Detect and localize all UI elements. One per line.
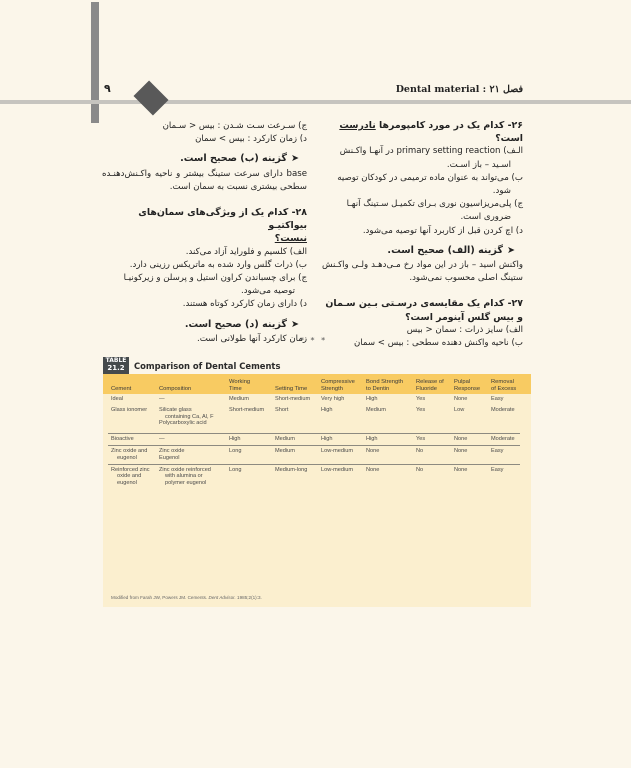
col-composition: Composition [159, 385, 192, 392]
cell-compressive: Very high [321, 396, 345, 402]
option-line: ضروری است. [460, 212, 511, 223]
right-column [322, 117, 523, 350]
col-cement: Cement [111, 385, 132, 392]
q27-explanation: base دارای سرعت ستینگ بیشتر و ناحیه واکـنش‌دهنـده سطحی بیشتری نسبت به سمان است. [102, 168, 307, 192]
page-number: ۹ [104, 82, 111, 95]
col-pulpal-response: Pulpal Response [454, 378, 481, 392]
source-text: Modified from Farah JW, Powers JM. Cements. [111, 595, 209, 600]
q26-explanation: واکنش اسید – باز در این مواد رخ مـی‌دهـد ولـی واکـنش ستینگ اصلی محسوب نمی‌شود. [322, 260, 523, 284]
question-text: ۲۸- کدام یک از ویژگی‌های سمان‌های بیواکتیـو [138, 207, 307, 232]
cell-cement: Glass ionomer [111, 406, 148, 413]
option-line: اسـید – باز اسـت. [446, 159, 511, 170]
section-separator: * * * [300, 336, 328, 345]
cell-fluoride: No [413, 464, 451, 489]
cell-cement: Reinforced zinc oxide and eugenol [108, 464, 156, 489]
table-row [108, 405, 520, 434]
cell-working-time: Long [226, 464, 272, 489]
table-row [108, 434, 520, 446]
cell-setting-time: Medium [272, 445, 318, 464]
cell-setting-time: Short-medium [275, 396, 311, 402]
option-line: الـف) primary setting reaction در آنهـا واکـنش [339, 146, 523, 157]
question-text-end: است؟ [495, 133, 523, 145]
cell-fluoride: No [413, 445, 451, 464]
q26-option-b [322, 172, 523, 198]
table-badge-number: 21.2 [107, 363, 125, 372]
q27-option-c: ج) سـرعت سـت شـدن : بیس < سـمان [162, 121, 307, 131]
col-compressive-strength: Compressive Strength [321, 378, 355, 392]
q28-explanation: زمان کارکرد آنها طولانی است. [197, 333, 307, 344]
source-text: 1985;2(1):3. [235, 595, 262, 600]
cell-composition: Zinc oxide Eugenol [156, 445, 226, 464]
q26-answer [322, 244, 515, 257]
cell-compressive: High [321, 406, 333, 413]
cell-removal: Easy [488, 445, 520, 464]
arrow-icon: ➤ [290, 153, 299, 165]
diamond-ornament-icon [133, 80, 168, 115]
table-header-row [108, 375, 520, 394]
q26-option-c [322, 198, 523, 224]
cell-cement: Zinc oxide and eugenol [108, 445, 156, 464]
table-source-note [111, 595, 262, 600]
option-line: ب) می‌تواند به عنوان ماده ترمیمی در کودکان توصیه [337, 172, 523, 183]
answer-text: گزینه (د) صحیح است. [184, 318, 287, 330]
option-line: شود. [492, 186, 511, 197]
table-title: Comparison of Dental Cements [134, 361, 281, 371]
table-row [108, 464, 520, 489]
cell-removal: Moderate [491, 406, 515, 413]
col-removal: Removal of Excess [491, 378, 517, 392]
cell-fluoride: Yes [413, 434, 451, 446]
q28-option-c [102, 272, 307, 298]
cell-working-time: Medium [229, 396, 249, 402]
q27-option-d: د) زمان کارکرد : بیس > سمان [195, 134, 307, 145]
cell-compressive: High [318, 434, 363, 446]
q26-option-a [322, 145, 523, 171]
question-27: ۲۷- کدام یک مقایسه‌ی درسـتی بـین سـمان و بیس گلس آینومر است؟ [325, 298, 523, 323]
cements-table [108, 375, 520, 489]
q26-option-d [322, 225, 523, 238]
option-line: ج) برای چسباندن کراون استیل و پرسلن و زیرکونیـا [123, 273, 307, 284]
table-row [108, 445, 520, 464]
table-badge [103, 357, 129, 374]
table-row [108, 394, 520, 405]
q28-option-a [102, 246, 307, 259]
question-28 [102, 206, 307, 246]
option-line: ب) ذرات گلس وارد شده به ماتریکس رزینی دارد. [129, 259, 307, 270]
cell-working-time: High [226, 434, 272, 446]
cell-bond: High [366, 396, 378, 402]
cell-setting-time: Medium-long [272, 464, 318, 489]
source-journal: Dent Advisor. [208, 595, 236, 600]
col-fluoride: Release of Fluoride [416, 378, 444, 392]
option-line: توصیه می‌شود. [240, 286, 295, 297]
cell-pulpal: None [454, 396, 468, 402]
cell-cement: Bioactive [108, 434, 156, 446]
left-column [102, 117, 307, 346]
q27-option-b: ب) ناحیه واکنش دهنده سطحی : بیس > سمان [353, 338, 523, 349]
cell-bond: None [363, 445, 413, 464]
col-bond-strength: Bond Strength to Dentin [366, 378, 404, 392]
cell-bond: None [363, 464, 413, 489]
cell-removal: Easy [488, 464, 520, 489]
q28-option-b [102, 259, 307, 272]
cell-composition: — [159, 396, 165, 402]
arrow-icon: ➤ [290, 318, 299, 330]
chapter-title: فصل ۲۱ : Dental material [395, 84, 523, 95]
cell-pulpal: None [451, 464, 488, 489]
q27-answer [102, 152, 299, 165]
cell-composition: Silicate glass containing Ca, Al, F Polycarboxylic acid [159, 406, 214, 427]
cell-cement: Ideal [111, 396, 124, 402]
cell-working-time: Short-medium [229, 406, 265, 413]
cell-pulpal: None [451, 445, 488, 464]
question-text: ۲۶- کدام یک در مورد کامپومرها [375, 120, 523, 131]
option-line: د) اچ کردن قبل از کاربرد آنها توصیه می‌شود. [362, 225, 523, 236]
cell-composition: — [156, 434, 226, 446]
cell-setting-time: Medium [272, 434, 318, 446]
option-line: د) دارای زمان کارکرد کوتاه هستند. [182, 299, 307, 310]
q28-option-d [102, 298, 307, 311]
header-rule [0, 100, 631, 104]
cell-working-time: Long [226, 445, 272, 464]
answer-text: گزینه (الف) صحیح است. [387, 244, 503, 256]
option-line: ج) پلی‌مریزاسیون نوری بـرای تکمیـل سـتینگ آنهـا [346, 199, 523, 210]
cell-removal: Easy [491, 396, 504, 402]
cell-bond: High [363, 434, 413, 446]
cell-compressive: Low-medium [318, 464, 363, 489]
option-line: الف) کلسیم و فلوراید آزاد می‌کند. [185, 246, 307, 257]
col-setting-time: Setting Time [275, 385, 308, 392]
cell-setting-time: Short [275, 406, 289, 413]
q27-option-a: الف) سایز ذرات : سمان < بیس [406, 324, 523, 335]
col-working-time: Working Time [229, 378, 251, 392]
question-emphasis: نیست؟ [274, 233, 307, 245]
cell-pulpal: None [451, 434, 488, 446]
answer-text: گزینه (ب) صحیح است. [180, 153, 287, 165]
cell-removal: Moderate [488, 434, 520, 446]
arrow-icon: ➤ [506, 244, 515, 256]
cell-bond: Medium [366, 406, 386, 413]
cell-composition: Zinc oxide reinforced with alumina or polymer eugenol [156, 464, 226, 489]
table-badge-label: TABLE [105, 357, 127, 364]
cell-fluoride: Yes [416, 406, 426, 413]
cell-fluoride: Yes [416, 396, 426, 402]
question-26 [322, 119, 523, 145]
question-emphasis: نادرست [339, 120, 376, 131]
margin-bar [91, 2, 99, 123]
cell-compressive: Low-medium [318, 445, 363, 464]
cell-pulpal: Low [454, 406, 465, 413]
q28-answer [102, 318, 299, 331]
